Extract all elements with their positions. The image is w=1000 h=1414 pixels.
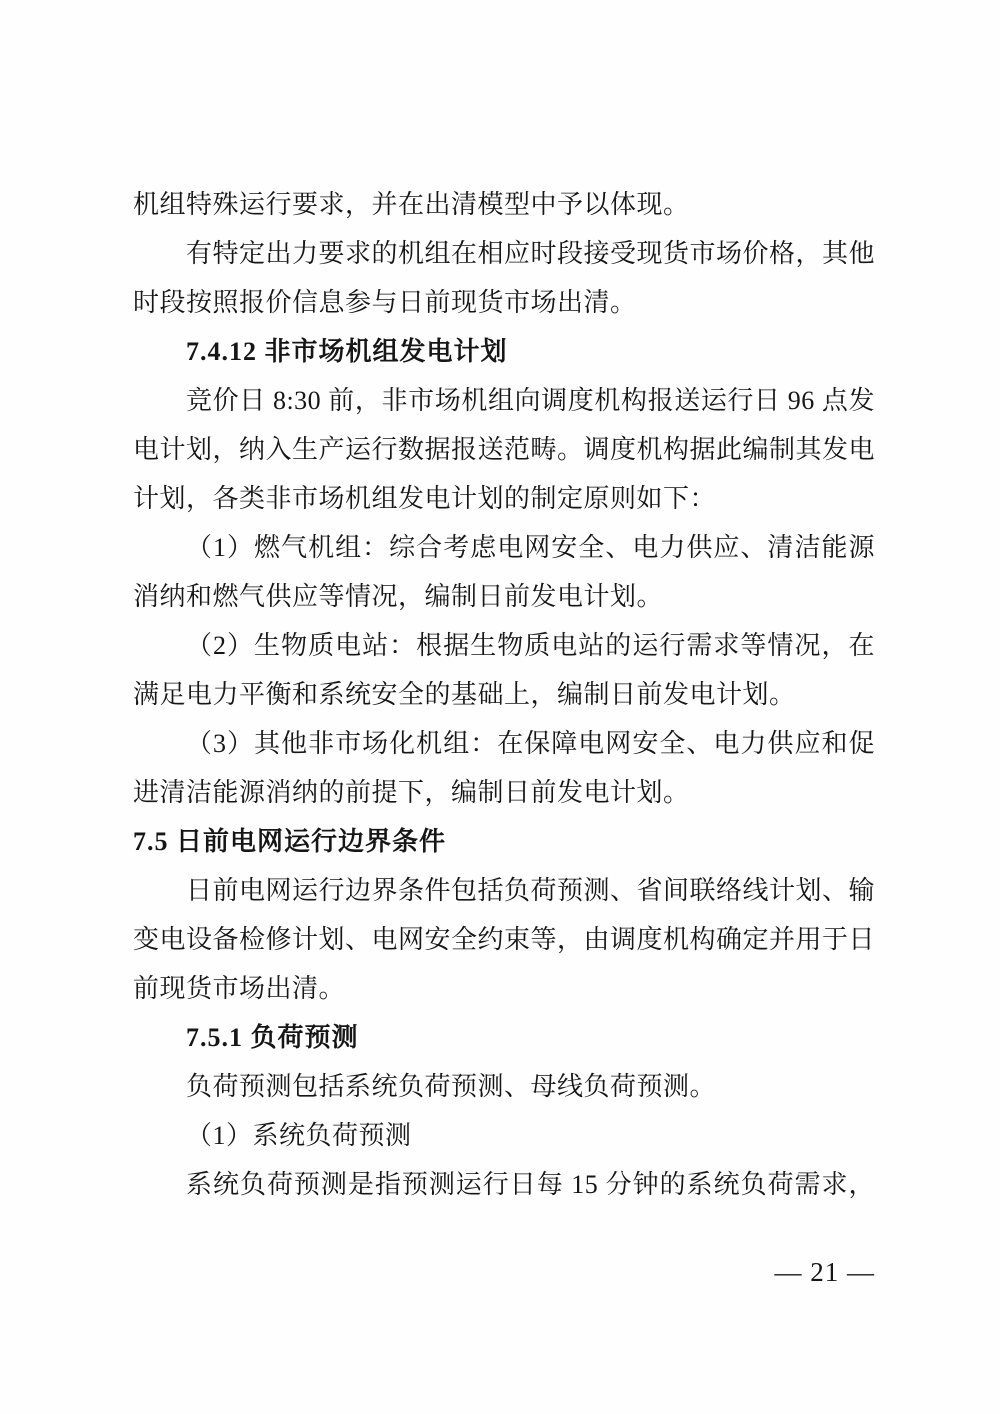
- text-line: 消纳和燃气供应等情况，编制日前发电计划。: [133, 582, 664, 611]
- paragraph: [133, 1160, 875, 1209]
- paragraph: [133, 866, 875, 1013]
- paragraph: [133, 229, 875, 327]
- text-line: 变电设备检修计划、电网安全约束等，由调度机构确定并用于日: [133, 925, 876, 954]
- text-line: 机组特殊运行要求，并在出清模型中予以体现。: [133, 190, 690, 219]
- document-body: [133, 180, 875, 1209]
- text-line: （2）生物质电站：根据生物质电站的运行需求等情况，在: [186, 631, 875, 660]
- text-line: 负荷预测包括系统负荷预测、母线负荷预测。: [186, 1072, 717, 1101]
- paragraph: [133, 523, 875, 621]
- paragraph: [133, 1062, 875, 1111]
- page-footer: [133, 1252, 875, 1292]
- text-line: （1）系统负荷预测: [186, 1121, 412, 1150]
- text-line: 电计划，纳入生产运行数据报送范畴。调度机构据此编制其发电: [133, 435, 876, 464]
- paragraph: [133, 376, 875, 523]
- text-line: 系统负荷预测是指预测运行日每 15 分钟的系统负荷需求，: [186, 1170, 875, 1199]
- text-line: 前现货市场出清。: [133, 974, 346, 1003]
- paragraph: [133, 719, 875, 817]
- page-number: — 21 —: [774, 1257, 875, 1287]
- text-line: 7.4.12 非市场机组发电计划: [186, 337, 508, 366]
- text-line: 时段按照报价信息参与日前现货市场出清。: [133, 288, 637, 317]
- text-line: 竞价日 8:30 前，非市场机组向调度机构报送运行日 96 点发: [186, 386, 875, 415]
- paragraph: [133, 621, 875, 719]
- text-line: 7.5 日前电网运行边界条件: [133, 827, 447, 856]
- text-line: 进清洁能源消纳的前提下，编制日前发电计划。: [133, 778, 690, 807]
- text-line: （3）其他非市场化机组：在保障电网安全、电力供应和促: [186, 729, 875, 758]
- text-line: 有特定出力要求的机组在相应时段接受现货市场价格，其他: [186, 239, 876, 268]
- paragraph: [133, 180, 875, 229]
- subsection-heading: [133, 1013, 875, 1062]
- section-heading: [133, 817, 875, 866]
- text-line: 日前电网运行边界条件包括负荷预测、省间联络线计划、输: [186, 876, 876, 905]
- text-line: （1）燃气机组：综合考虑电网安全、电力供应、清洁能源: [186, 533, 875, 562]
- subsection-heading: [133, 327, 875, 376]
- paragraph: [133, 1111, 875, 1160]
- text-line: 满足电力平衡和系统安全的基础上，编制日前发电计划。: [133, 680, 796, 709]
- text-line: 计划，各类非市场机组发电计划的制定原则如下：: [133, 484, 717, 513]
- text-line: 7.5.1 负荷预测: [186, 1023, 359, 1052]
